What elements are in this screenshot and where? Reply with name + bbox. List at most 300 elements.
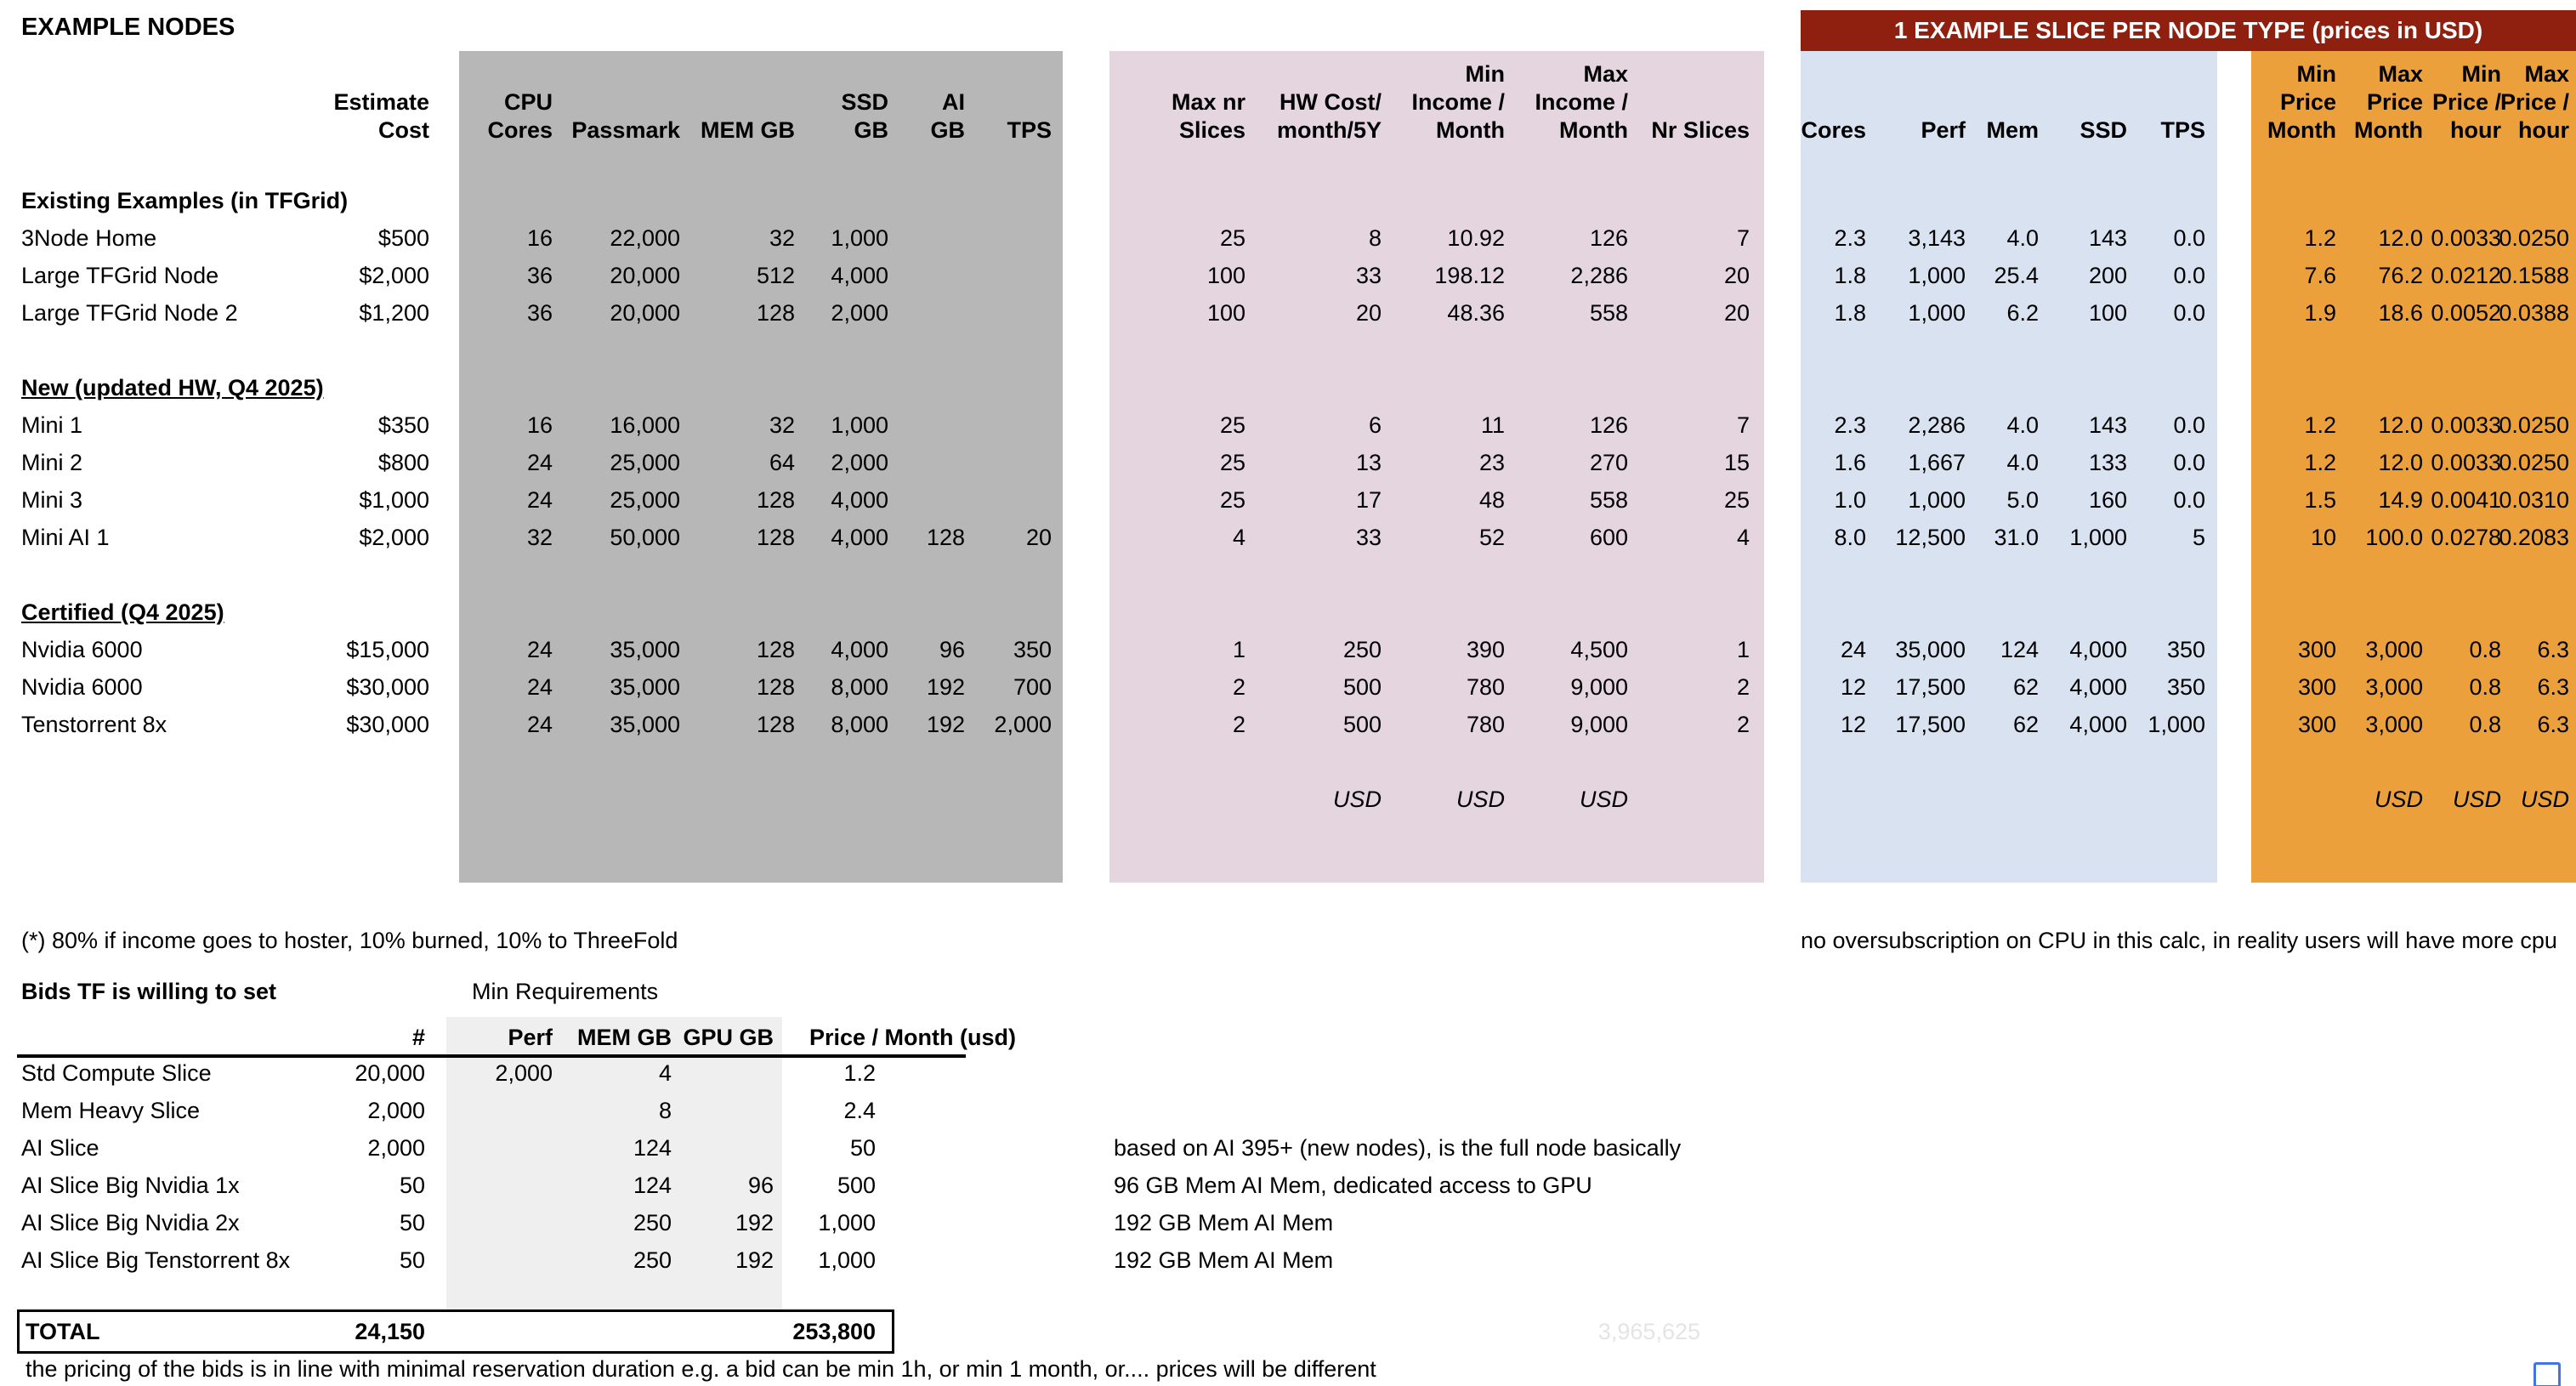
spacer-row (0, 556, 2576, 594)
cell-min-income-month: 11 (1480, 412, 1505, 438)
cell-min-income-month: 198.12 (1434, 263, 1505, 288)
cell-slice-mem: 25.4 (1994, 263, 2039, 288)
cell-min-price-month: 1.5 (2304, 487, 2336, 513)
node-name: 3Node Home (21, 225, 157, 251)
cell-slice-mem: 4.0 (2006, 450, 2039, 475)
cell-nr-slices: 7 (1736, 412, 1750, 438)
cell-min-price-hour: 0.8 (2469, 637, 2501, 662)
cell-hw-cost-month: 8 (1368, 225, 1382, 251)
cell-max-nr-slices: 25 (1219, 225, 1245, 251)
cell-slice-ssd: 200 (2088, 263, 2127, 288)
cell-slice-perf: 17,500 (1895, 712, 1966, 737)
cell-slice-tps: 0.0 (2173, 450, 2205, 475)
node-row (0, 406, 2576, 444)
cell-min-price-hour: 0.0212 (2431, 263, 2501, 288)
cell-max-price-hour: 0.0250 (2499, 412, 2569, 438)
bid-cell-count: 50 (399, 1173, 425, 1198)
cell-max-income-month: 558 (1589, 487, 1628, 513)
bid-cell-price-month: 500 (837, 1173, 876, 1198)
bid-cell-mem-gb: 4 (658, 1060, 672, 1086)
cell-cpu-cores: 32 (526, 525, 553, 550)
cell-min-price-hour: 0.8 (2469, 712, 2501, 737)
cell-max-nr-slices: 25 (1219, 450, 1245, 475)
column-header-mem-gb: MEM GB (701, 117, 795, 143)
cell-nr-slices: 2 (1736, 674, 1750, 700)
section-header-row (0, 182, 2576, 219)
bid-cell-price-month: 50 (849, 1135, 876, 1161)
cell-slice-cores: 2.3 (1834, 412, 1866, 438)
cell-mem-gb: 64 (769, 450, 795, 475)
spacer-row (0, 743, 2576, 781)
cell-min-income-month: 10.92 (1447, 225, 1505, 251)
bid-row-note: based on AI 395+ (new nodes), is the full node basically (1114, 1135, 1682, 1161)
cell-passmark: 35,000 (610, 637, 680, 662)
cell-max-price-month: 12.0 (2378, 225, 2423, 251)
cell-passmark: 20,000 (610, 300, 680, 326)
cell-slice-mem: 62 (2012, 712, 2039, 737)
cell-slice-perf: 2,286 (1908, 412, 1966, 438)
bids-row (0, 1129, 2576, 1167)
cell-max-income-month: 558 (1589, 300, 1628, 326)
cell-mem-gb: 32 (769, 225, 795, 251)
cell-passmark: 16,000 (610, 412, 680, 438)
cell-slice-ssd: 4,000 (2069, 674, 2127, 700)
cell-slice-cores: 1.8 (1834, 300, 1866, 326)
bids-row (0, 1054, 2576, 1092)
cell-nr-slices: 4 (1736, 525, 1750, 550)
section-title: Existing Examples (in TFGrid) (21, 188, 349, 213)
cell-cpu-cores: 24 (526, 712, 553, 737)
cell-ssd-gb: 4,000 (831, 487, 888, 513)
cell-max-price-month: 12.0 (2378, 450, 2423, 475)
cell-max-nr-slices: 100 (1206, 300, 1245, 326)
node-name: Large TFGrid Node 2 (21, 300, 238, 326)
cell-max-price-month: 18.6 (2378, 300, 2423, 326)
cell-slice-perf: 35,000 (1895, 637, 1966, 662)
column-header-passmark: Passmark (571, 117, 680, 143)
bid-slice-name: AI Slice (21, 1135, 99, 1161)
cell-max-price-hour: 0.0310 (2499, 487, 2569, 513)
node-row (0, 219, 2576, 257)
cell-hw-cost-month: 13 (1355, 450, 1382, 475)
cell-min-price-hour: 0.0033 (2431, 412, 2501, 438)
cell-max-price-hour: 0.0250 (2499, 450, 2569, 475)
cell-min-price-month: 1.2 (2304, 225, 2336, 251)
cell-max-income-month: 126 (1589, 225, 1628, 251)
cell-cpu-cores: 16 (526, 412, 553, 438)
cell-ssd-gb: 4,000 (831, 637, 888, 662)
cell-max-price-hour: 6.3 (2537, 674, 2569, 700)
bid-cell-gpu-gb: 96 (747, 1173, 774, 1198)
cell-slice-ssd: 4,000 (2069, 712, 2127, 737)
cell-ssd-gb: 8,000 (831, 712, 888, 737)
cell-slice-tps: 0.0 (2173, 300, 2205, 326)
bid-slice-name: AI Slice Big Nvidia 2x (21, 1210, 240, 1235)
cell-max-nr-slices: 2 (1232, 674, 1245, 700)
cell-max-nr-slices: 1 (1232, 637, 1245, 662)
cell-max-income-month: 9,000 (1570, 674, 1628, 700)
bids-min-requirements-label: Min Requirements (472, 979, 659, 1004)
cell-ssd-gb: 2,000 (831, 450, 888, 475)
column-header-slice-ssd: SSD (2080, 117, 2127, 143)
nodes-table-header (0, 51, 2576, 148)
cell-slice-perf: 1,667 (1908, 450, 1966, 475)
cell-mem-gb: 128 (756, 300, 795, 326)
spacer-row (0, 332, 2576, 369)
cell-nr-slices: 25 (1723, 487, 1750, 513)
node-row (0, 257, 2576, 294)
ghost-total-value: 3,965,625 (1597, 1319, 1700, 1344)
cell-cpu-cores: 24 (526, 674, 553, 700)
cell-max-income-month: 2,286 (1570, 263, 1628, 288)
cell-cpu-cores: 24 (526, 450, 553, 475)
cell-max-price-month: 3,000 (2365, 674, 2423, 700)
cell-ai-gb: 96 (939, 637, 965, 662)
cell-hw-cost-month: 500 (1342, 712, 1382, 737)
cell-estimate-cost: $500 (377, 225, 429, 251)
node-row (0, 519, 2576, 556)
footnote-income-split: (*) 80% if income goes to hoster, 10% burned, 10% to ThreeFold (21, 928, 678, 953)
bid-cell-price-month: 1.2 (843, 1060, 876, 1086)
column-header-tps: TPS (1007, 117, 1052, 143)
cell-slice-perf: 3,143 (1908, 225, 1966, 251)
page-title: EXAMPLE NODES (21, 14, 235, 41)
cell-passmark: 25,000 (610, 487, 680, 513)
cell-max-nr-slices: 2 (1232, 712, 1245, 737)
column-header-nr-slices: Nr Slices (1651, 117, 1750, 143)
cell-ssd-gb: 4,000 (831, 525, 888, 550)
section-title: Certified (Q4 2025) (21, 599, 224, 625)
cell-slice-tps: 0.0 (2173, 412, 2205, 438)
cell-hw-cost-month: 17 (1355, 487, 1382, 513)
node-row (0, 781, 2576, 818)
cell-min-income-month: 23 (1478, 450, 1505, 475)
cell-mem-gb: 128 (756, 487, 795, 513)
cell-ssd-gb: 8,000 (831, 674, 888, 700)
cell-min-price-hour: 0.0052 (2431, 300, 2501, 326)
node-name: Mini 2 (21, 450, 83, 475)
section-title: New (updated HW, Q4 2025) (21, 375, 324, 400)
cell-min-price-hour: 0.0033 (2431, 225, 2501, 251)
column-header-max-price-hour: Max Price / hour (2499, 61, 2569, 143)
cell-ssd-gb: 1,000 (831, 225, 888, 251)
cell-estimate-cost: $2,000 (359, 263, 429, 288)
total-label: TOTAL (26, 1319, 100, 1344)
selection-corner-icon[interactable] (2533, 1362, 2561, 1386)
cell-slice-cores: 1.8 (1834, 263, 1866, 288)
bids-column-header-count: # (411, 1025, 425, 1050)
cell-slice-perf: 1,000 (1908, 300, 1966, 326)
node-row (0, 668, 2576, 706)
cell-passmark: 35,000 (610, 674, 680, 700)
cell-slice-mem: 62 (2012, 674, 2039, 700)
cell-slice-mem: 4.0 (2006, 225, 2039, 251)
bid-cell-price-month: 1,000 (818, 1247, 876, 1273)
cell-nr-slices: 2 (1736, 712, 1750, 737)
cell-slice-cores: 1.0 (1834, 487, 1866, 513)
cell-slice-ssd: 143 (2088, 225, 2127, 251)
cell-min-price-month: 1.2 (2304, 450, 2336, 475)
cell-slice-perf: 1,000 (1908, 263, 1966, 288)
cell-max-price-month: 3,000 (2365, 712, 2423, 737)
cell-max-price-hour: 0.2083 (2499, 525, 2569, 550)
node-name: Nvidia 6000 (21, 637, 143, 662)
cell-max-price-month: 3,000 (2365, 637, 2423, 662)
cell-estimate-cost: $30,000 (346, 712, 429, 737)
cell-max-price-month: 100.0 (2365, 525, 2423, 550)
cell-max-income-month: USD (1579, 787, 1628, 812)
cell-estimate-cost: $1,000 (359, 487, 429, 513)
cell-slice-ssd: 100 (2088, 300, 2127, 326)
bid-cell-mem-gb: 8 (658, 1098, 672, 1123)
cell-min-price-hour: 0.0041 (2431, 487, 2501, 513)
cell-nr-slices: 20 (1723, 263, 1750, 288)
cell-min-price-month: 300 (2297, 712, 2336, 737)
node-name: Tenstorrent 8x (21, 712, 167, 737)
column-header-ai-gb: AI GB (930, 89, 965, 143)
bid-cell-count: 20,000 (355, 1060, 425, 1086)
bid-cell-mem-gb: 124 (633, 1135, 672, 1161)
column-header-hw-cost-month: HW Cost/ month/5Y (1276, 89, 1382, 143)
cell-max-nr-slices: 25 (1219, 412, 1245, 438)
cell-slice-tps: 350 (2166, 674, 2205, 700)
cell-max-income-month: 4,500 (1570, 637, 1628, 662)
cell-slice-tps: 1,000 (2148, 712, 2205, 737)
cell-mem-gb: 128 (756, 637, 795, 662)
cell-max-price-month: 12.0 (2378, 412, 2423, 438)
cell-ai-gb: 192 (926, 674, 965, 700)
cell-min-price-month: 7.6 (2304, 263, 2336, 288)
cell-ai-gb: 128 (926, 525, 965, 550)
cell-max-price-hour: USD (2520, 787, 2569, 812)
cell-mem-gb: 128 (756, 525, 795, 550)
total-price: 253,800 (792, 1319, 876, 1344)
cell-slice-ssd: 4,000 (2069, 637, 2127, 662)
cell-slice-tps: 0.0 (2173, 263, 2205, 288)
cell-cpu-cores: 36 (526, 300, 553, 326)
bid-cell-mem-gb: 250 (633, 1247, 672, 1273)
cell-hw-cost-month: USD (1332, 787, 1382, 812)
column-header-slice-cores: Cores (1801, 117, 1866, 143)
cell-slice-ssd: 160 (2088, 487, 2127, 513)
cell-slice-mem: 31.0 (1994, 525, 2039, 550)
cell-slice-perf: 17,500 (1895, 674, 1966, 700)
bids-column-header-perf: Perf (508, 1025, 553, 1050)
column-header-max-price-month: Max Price Month (2354, 61, 2423, 143)
node-name: Mini 3 (21, 487, 83, 513)
bid-slice-name: AI Slice Big Nvidia 1x (21, 1173, 240, 1198)
cell-min-price-hour: 0.8 (2469, 674, 2501, 700)
bid-cell-count: 50 (399, 1210, 425, 1235)
cell-min-price-hour: 0.0278 (2431, 525, 2501, 550)
bid-cell-gpu-gb: 192 (735, 1210, 774, 1235)
node-name: Mini 1 (21, 412, 83, 438)
bid-cell-count: 50 (399, 1247, 425, 1273)
column-header-min-income-month: Min Income / Month (1411, 61, 1505, 143)
cell-slice-perf: 12,500 (1895, 525, 1966, 550)
bid-row-note: 96 GB Mem AI Mem, dedicated access to GPU (1114, 1173, 1592, 1198)
bids-row (0, 1167, 2576, 1204)
cell-slice-cores: 2.3 (1834, 225, 1866, 251)
bid-cell-perf: 2,000 (495, 1060, 553, 1086)
cell-slice-cores: 1.6 (1834, 450, 1866, 475)
cell-max-price-hour: 6.3 (2537, 637, 2569, 662)
cell-estimate-cost: $350 (377, 412, 429, 438)
node-row (0, 294, 2576, 332)
cell-hw-cost-month: 20 (1355, 300, 1382, 326)
cell-max-nr-slices: 25 (1219, 487, 1245, 513)
column-header-min-price-hour: Min Price / hour (2431, 61, 2501, 143)
nodes-table-body (0, 182, 2576, 818)
cell-mem-gb: 32 (769, 412, 795, 438)
column-header-slice-mem: Mem (1986, 117, 2039, 143)
column-header-slice-perf: Perf (1921, 117, 1966, 143)
cell-cpu-cores: 16 (526, 225, 553, 251)
bids-table-header (0, 1017, 2576, 1054)
cell-nr-slices: 1 (1736, 637, 1750, 662)
column-header-estimate-cost: Estimate Cost (333, 89, 429, 143)
cell-max-nr-slices: 100 (1206, 263, 1245, 288)
cell-min-price-month: 300 (2297, 637, 2336, 662)
cell-ssd-gb: 2,000 (831, 300, 888, 326)
bid-cell-count: 2,000 (367, 1098, 425, 1123)
bid-cell-gpu-gb: 192 (735, 1247, 774, 1273)
cell-hw-cost-month: 500 (1342, 674, 1382, 700)
cell-min-price-month: 300 (2297, 674, 2336, 700)
cell-slice-ssd: 133 (2088, 450, 2127, 475)
bid-row-note: 192 GB Mem AI Mem (1114, 1247, 1334, 1273)
cell-estimate-cost: $15,000 (346, 637, 429, 662)
cell-min-income-month: 780 (1466, 674, 1505, 700)
cell-tps: 700 (1013, 674, 1052, 700)
bids-row (0, 1204, 2576, 1241)
cell-slice-cores: 24 (1840, 637, 1866, 662)
cell-max-income-month: 9,000 (1570, 712, 1628, 737)
node-row (0, 444, 2576, 481)
cell-max-price-hour: 0.0250 (2499, 225, 2569, 251)
cell-slice-ssd: 143 (2088, 412, 2127, 438)
cell-max-income-month: 270 (1589, 450, 1628, 475)
cell-min-price-month: 1.2 (2304, 412, 2336, 438)
bids-table-title: Bids TF is willing to set (21, 979, 277, 1004)
cell-min-income-month: 48.36 (1447, 300, 1505, 326)
cell-tps: 20 (1025, 525, 1052, 550)
cell-min-price-month: 10 (2310, 525, 2336, 550)
total-count: 24,150 (355, 1319, 425, 1344)
cell-passmark: 25,000 (610, 450, 680, 475)
column-header-slice-tps: TPS (2160, 117, 2205, 143)
cell-slice-cores: 12 (1840, 712, 1866, 737)
column-header-max-nr-slices: Max nr Slices (1171, 89, 1245, 143)
cell-min-price-month: 1.9 (2304, 300, 2336, 326)
cell-nr-slices: 20 (1723, 300, 1750, 326)
node-row (0, 631, 2576, 668)
cell-passmark: 20,000 (610, 263, 680, 288)
cell-tps: 2,000 (994, 712, 1052, 737)
bid-cell-price-month: 1,000 (818, 1210, 876, 1235)
cell-slice-tps: 0.0 (2173, 225, 2205, 251)
bids-row (0, 1241, 2576, 1279)
cell-mem-gb: 128 (756, 712, 795, 737)
cell-hw-cost-month: 6 (1368, 412, 1382, 438)
banner-example-slice: 1 EXAMPLE SLICE PER NODE TYPE (prices in USD) (1801, 10, 2576, 51)
cell-hw-cost-month: 33 (1355, 263, 1382, 288)
cell-max-price-month: 14.9 (2378, 487, 2423, 513)
column-header-min-price-month: Min Price Month (2267, 61, 2336, 143)
cell-estimate-cost: $2,000 (359, 525, 429, 550)
cell-min-income-month: 390 (1466, 637, 1505, 662)
cell-min-income-month: USD (1455, 787, 1505, 812)
pricing-duration-note: the pricing of the bids is in line with minimal reservation duration e.g. a bid can be min 1h, or min 1 month, or.... prices will be different (26, 1356, 1376, 1382)
cell-passmark: 35,000 (610, 712, 680, 737)
bids-column-header-gpu-gb: GPU GB (683, 1025, 774, 1050)
section-header-row (0, 594, 2576, 631)
cell-hw-cost-month: 250 (1342, 637, 1382, 662)
bid-slice-name: AI Slice Big Tenstorrent 8x (21, 1247, 291, 1273)
cell-slice-mem: 5.0 (2006, 487, 2039, 513)
bid-cell-mem-gb: 250 (633, 1210, 672, 1235)
node-name: Mini AI 1 (21, 525, 110, 550)
cell-ssd-gb: 4,000 (831, 263, 888, 288)
cell-slice-tps: 5 (2192, 525, 2205, 550)
bid-cell-count: 2,000 (367, 1135, 425, 1161)
cell-cpu-cores: 24 (526, 637, 553, 662)
cell-min-income-month: 48 (1478, 487, 1505, 513)
cell-nr-slices: 7 (1736, 225, 1750, 251)
section-header-row (0, 369, 2576, 406)
total-row-border (17, 1309, 894, 1354)
node-name: Large TFGrid Node (21, 263, 219, 288)
cell-min-income-month: 780 (1466, 712, 1505, 737)
cell-min-income-month: 52 (1478, 525, 1505, 550)
cell-passmark: 50,000 (610, 525, 680, 550)
bid-row-note: 192 GB Mem AI Mem (1114, 1210, 1334, 1235)
bids-row (0, 1092, 2576, 1129)
column-header-ssd-gb: SSD GB (841, 89, 888, 143)
cell-ai-gb: 192 (926, 712, 965, 737)
bids-column-header-mem-gb: MEM GB (577, 1025, 672, 1050)
bid-slice-name: Mem Heavy Slice (21, 1098, 201, 1123)
cell-tps: 350 (1013, 637, 1052, 662)
cell-max-price-month: 76.2 (2378, 263, 2423, 288)
cell-min-price-hour: 0.0033 (2431, 450, 2501, 475)
cell-estimate-cost: $30,000 (346, 674, 429, 700)
node-name: Nvidia 6000 (21, 674, 143, 700)
cell-max-price-hour: 0.1588 (2499, 263, 2569, 288)
cell-slice-mem: 124 (2000, 637, 2039, 662)
cell-slice-mem: 6.2 (2006, 300, 2039, 326)
cell-slice-tps: 350 (2166, 637, 2205, 662)
cell-slice-cores: 8.0 (1834, 525, 1866, 550)
cell-slice-mem: 4.0 (2006, 412, 2039, 438)
cell-slice-ssd: 1,000 (2069, 525, 2127, 550)
cell-mem-gb: 512 (756, 263, 795, 288)
cell-mem-gb: 128 (756, 674, 795, 700)
cell-passmark: 22,000 (610, 225, 680, 251)
cell-cpu-cores: 36 (526, 263, 553, 288)
bids-table-body (0, 1054, 2576, 1279)
bid-cell-price-month: 2.4 (843, 1098, 876, 1123)
bid-slice-name: Std Compute Slice (21, 1060, 212, 1086)
cell-slice-tps: 0.0 (2173, 487, 2205, 513)
cell-slice-perf: 1,000 (1908, 487, 1966, 513)
cell-max-income-month: 600 (1589, 525, 1628, 550)
cell-max-price-month: USD (2374, 787, 2423, 812)
node-row (0, 481, 2576, 519)
cell-estimate-cost: $1,200 (359, 300, 429, 326)
cell-max-income-month: 126 (1589, 412, 1628, 438)
cell-max-nr-slices: 4 (1232, 525, 1245, 550)
